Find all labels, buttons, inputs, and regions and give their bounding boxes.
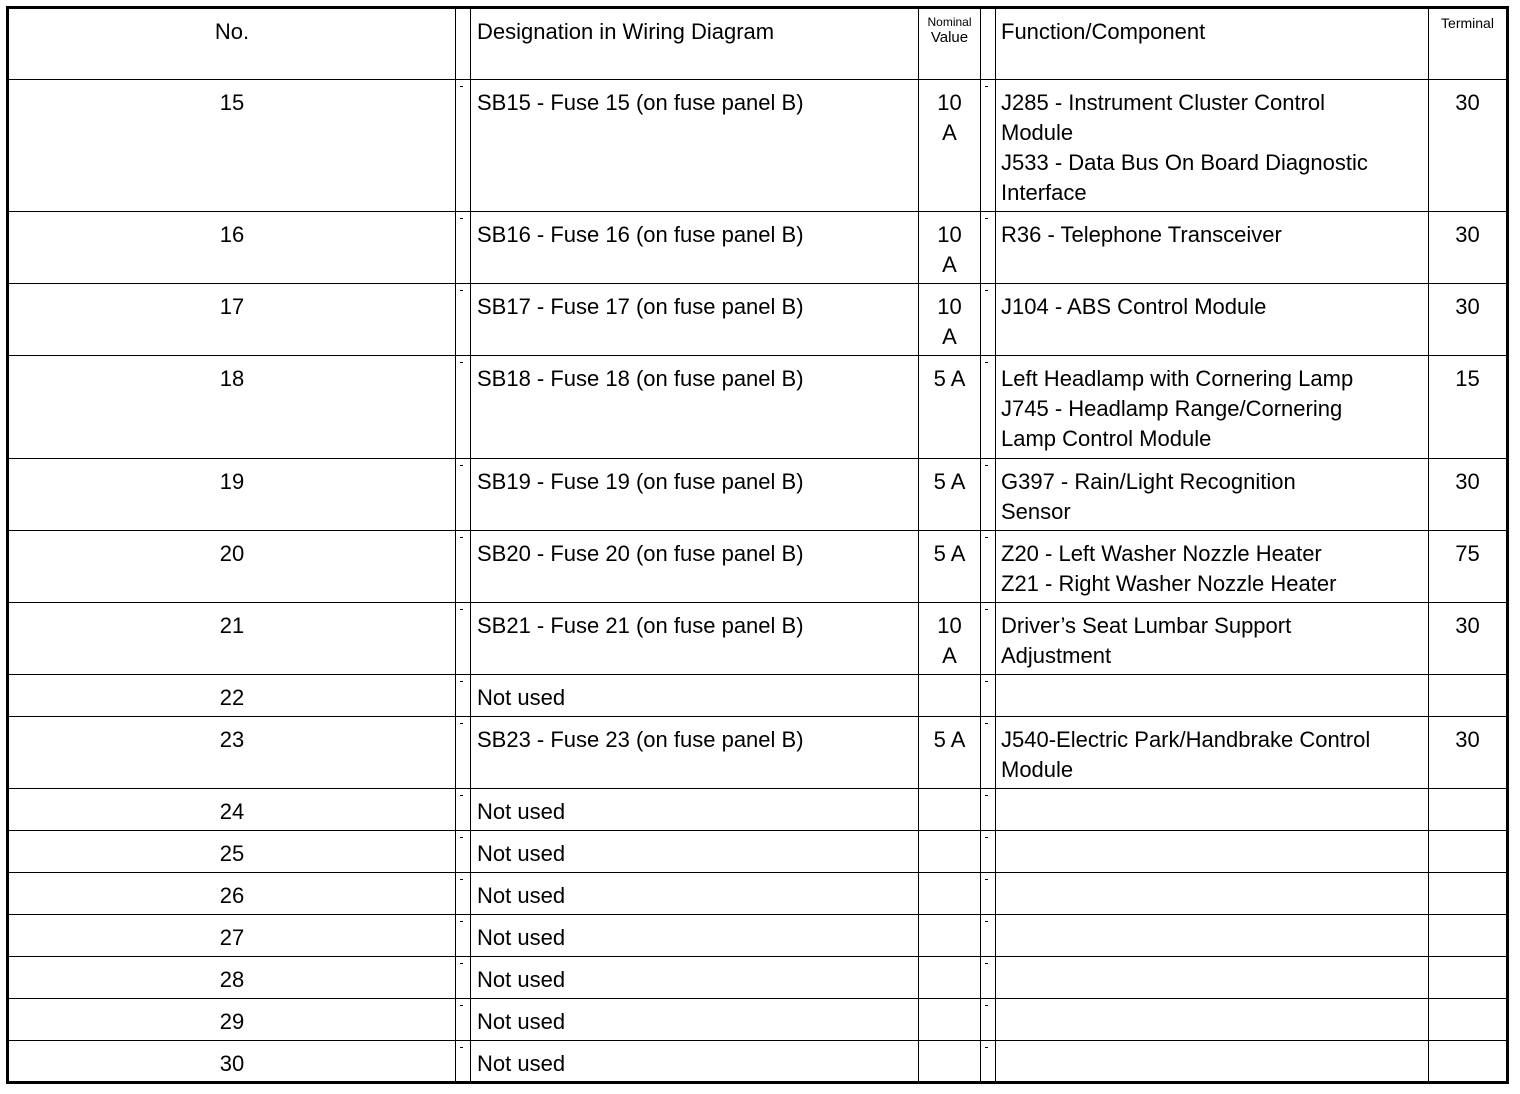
gap-cell	[981, 356, 996, 459]
gap-mark	[460, 609, 463, 610]
designation: SB16 - Fuse 16 (on fuse panel B)	[471, 212, 919, 284]
table-row	[8, 531, 1508, 603]
terminal	[1429, 999, 1508, 1041]
function-component	[996, 356, 1429, 459]
designation: SB20 - Fuse 20 (on fuse panel B)	[471, 531, 919, 603]
nominal-value-line: 5 A	[933, 366, 966, 391]
gap-mark	[460, 921, 463, 922]
gap-cell	[456, 284, 471, 356]
gap-cell	[456, 80, 471, 212]
header-function: Function/Component	[996, 8, 1429, 80]
gap-cell	[456, 1041, 471, 1083]
nominal-value-line: A	[942, 324, 957, 349]
gap-mark	[460, 86, 463, 87]
gap-cell	[981, 1041, 996, 1083]
nominal-value	[919, 717, 981, 789]
fuse-number: 28	[8, 957, 456, 999]
nominal-value	[919, 356, 981, 459]
function-line: J745 - Headlamp Range/Cornering	[1001, 396, 1343, 421]
nominal-value	[919, 957, 981, 999]
nominal-value	[919, 915, 981, 957]
designation: Not used	[471, 1041, 919, 1083]
header-nominal-value	[919, 8, 981, 80]
gap-cell	[456, 957, 471, 999]
nominal-value	[919, 789, 981, 831]
terminal	[1429, 873, 1508, 915]
gap-cell	[981, 831, 996, 873]
table-row	[8, 80, 1508, 212]
designation: Not used	[471, 999, 919, 1041]
nominal-value-line: 5 A	[933, 541, 966, 566]
function-component	[996, 80, 1429, 212]
nominal-value	[919, 284, 981, 356]
function-line: Module	[1001, 120, 1074, 145]
gap-cell	[981, 999, 996, 1041]
designation: SB18 - Fuse 18 (on fuse panel B)	[471, 356, 919, 459]
designation: SB19 - Fuse 19 (on fuse panel B)	[471, 459, 919, 531]
gap-mark	[985, 963, 988, 964]
gap-mark	[460, 1005, 463, 1006]
table-row	[8, 675, 1508, 717]
fuse-number: 29	[8, 999, 456, 1041]
function-component	[996, 675, 1429, 717]
nominal-value	[919, 212, 981, 284]
gap-cell	[981, 212, 996, 284]
gap-cell	[456, 789, 471, 831]
gap-cell	[456, 831, 471, 873]
gap-cell	[981, 957, 996, 999]
nominal-value	[919, 831, 981, 873]
gap-mark	[985, 879, 988, 880]
terminal	[1429, 831, 1508, 873]
terminal: 30	[1429, 212, 1508, 284]
gap-cell	[981, 531, 996, 603]
fuse-number: 21	[8, 603, 456, 675]
table-row	[8, 957, 1508, 999]
gap-mark	[460, 290, 463, 291]
function-component	[996, 831, 1429, 873]
fuse-number: 27	[8, 915, 456, 957]
designation: SB23 - Fuse 23 (on fuse panel B)	[471, 717, 919, 789]
gap-cell	[456, 717, 471, 789]
function-component	[996, 603, 1429, 675]
fuse-number: 18	[8, 356, 456, 459]
function-line: J533 - Data Bus On Board Diagnostic	[1001, 150, 1368, 175]
nominal-value	[919, 531, 981, 603]
gap-cell	[456, 459, 471, 531]
gap-mark	[460, 723, 463, 724]
gap-mark	[460, 218, 463, 219]
gap-cell	[456, 531, 471, 603]
function-component	[996, 212, 1429, 284]
table-row	[8, 459, 1508, 531]
terminal: 15	[1429, 356, 1508, 459]
gap-mark	[460, 465, 463, 466]
header-designation: Designation in Wiring Diagram	[471, 8, 919, 80]
terminal	[1429, 915, 1508, 957]
gap-cell	[456, 675, 471, 717]
gap-cell	[456, 356, 471, 459]
gap-mark	[460, 537, 463, 538]
gap-cell	[981, 675, 996, 717]
gap-cell	[981, 80, 996, 212]
fuse-number: 19	[8, 459, 456, 531]
gap-cell	[456, 212, 471, 284]
fuse-number: 20	[8, 531, 456, 603]
header-nominal-line1: Nominal	[927, 15, 972, 29]
nominal-value	[919, 459, 981, 531]
gap-mark	[985, 795, 988, 796]
nominal-value	[919, 675, 981, 717]
function-line: J285 - Instrument Cluster Control	[1001, 90, 1326, 115]
gap-mark	[460, 963, 463, 964]
nominal-value-line: A	[942, 643, 957, 668]
function-component	[996, 957, 1429, 999]
table-row	[8, 789, 1508, 831]
table-row	[8, 1041, 1508, 1083]
function-line: Left Headlamp with Cornering Lamp	[1001, 366, 1354, 391]
designation: SB17 - Fuse 17 (on fuse panel B)	[471, 284, 919, 356]
designation: Not used	[471, 873, 919, 915]
function-component	[996, 915, 1429, 957]
header-no: No.	[8, 8, 456, 80]
terminal: 30	[1429, 284, 1508, 356]
nominal-value	[919, 999, 981, 1041]
table-row	[8, 873, 1508, 915]
nominal-value-line: 10	[937, 90, 962, 115]
function-line: Lamp Control Module	[1001, 426, 1212, 451]
function-component	[996, 284, 1429, 356]
function-line: Z21 - Right Washer Nozzle Heater	[1001, 571, 1337, 596]
gap-mark	[460, 1047, 463, 1048]
designation: Not used	[471, 957, 919, 999]
terminal: 30	[1429, 603, 1508, 675]
table-row	[8, 915, 1508, 957]
gap-cell	[981, 459, 996, 531]
gap-cell	[981, 717, 996, 789]
gap-cell	[456, 873, 471, 915]
function-component	[996, 717, 1429, 789]
gap-cell	[981, 915, 996, 957]
gap-cell	[981, 603, 996, 675]
designation: Not used	[471, 831, 919, 873]
gap-mark	[460, 879, 463, 880]
gap-mark	[985, 465, 988, 466]
terminal	[1429, 789, 1508, 831]
header-gap	[981, 8, 996, 80]
designation: SB15 - Fuse 15 (on fuse panel B)	[471, 80, 919, 212]
table-row	[8, 999, 1508, 1041]
gap-cell	[456, 999, 471, 1041]
table-row	[8, 831, 1508, 873]
gap-mark	[985, 218, 988, 219]
function-component	[996, 1041, 1429, 1083]
gap-cell	[981, 284, 996, 356]
nominal-value-line: A	[942, 120, 957, 145]
gap-mark	[985, 723, 988, 724]
nominal-value	[919, 603, 981, 675]
gap-mark	[985, 86, 988, 87]
function-component	[996, 459, 1429, 531]
gap-mark	[985, 1047, 988, 1048]
gap-mark	[985, 1005, 988, 1006]
function-line: J104 - ABS Control Module	[1001, 294, 1267, 319]
table-row	[8, 356, 1508, 459]
terminal	[1429, 675, 1508, 717]
fuse-number: 16	[8, 212, 456, 284]
gap-mark	[985, 681, 988, 682]
nominal-value-line: 10	[937, 222, 962, 247]
terminal	[1429, 1041, 1508, 1083]
header-nominal-line2: Value	[930, 29, 969, 46]
function-line: Driver’s Seat Lumbar Support	[1001, 613, 1292, 638]
fuse-number: 26	[8, 873, 456, 915]
nominal-value-line: 10	[937, 613, 962, 638]
function-line: Adjustment	[1001, 643, 1112, 668]
function-component	[996, 531, 1429, 603]
fuse-number: 15	[8, 80, 456, 212]
gap-mark	[985, 537, 988, 538]
gap-mark	[460, 362, 463, 363]
gap-mark	[460, 837, 463, 838]
gap-mark	[460, 795, 463, 796]
fuse-number: 24	[8, 789, 456, 831]
nominal-value	[919, 1041, 981, 1083]
nominal-value	[919, 873, 981, 915]
function-line: R36 - Telephone Transceiver	[1001, 222, 1282, 247]
function-component	[996, 873, 1429, 915]
header-terminal: Terminal	[1429, 8, 1508, 80]
gap-mark	[985, 290, 988, 291]
gap-mark	[985, 609, 988, 610]
designation: Not used	[471, 915, 919, 957]
gap-cell	[456, 603, 471, 675]
terminal: 30	[1429, 80, 1508, 212]
terminal: 30	[1429, 459, 1508, 531]
function-line: J540-Electric Park/Handbrake Control	[1001, 727, 1371, 752]
fuse-table	[6, 6, 1509, 1084]
fuse-number: 17	[8, 284, 456, 356]
function-component	[996, 999, 1429, 1041]
gap-mark	[985, 837, 988, 838]
fuse-number: 22	[8, 675, 456, 717]
table-row	[8, 603, 1508, 675]
fuse-table-body	[8, 80, 1508, 1083]
table-row	[8, 284, 1508, 356]
designation: Not used	[471, 675, 919, 717]
table-row	[8, 212, 1508, 284]
gap-mark	[460, 681, 463, 682]
nominal-value-line: 5 A	[933, 469, 966, 494]
designation: SB21 - Fuse 21 (on fuse panel B)	[471, 603, 919, 675]
function-line: Sensor	[1001, 499, 1071, 524]
terminal: 30	[1429, 717, 1508, 789]
gap-cell	[456, 915, 471, 957]
function-line: Z20 - Left Washer Nozzle Heater	[1001, 541, 1322, 566]
nominal-value-line: 10	[937, 294, 962, 319]
function-component	[996, 789, 1429, 831]
fuse-number: 23	[8, 717, 456, 789]
terminal: 75	[1429, 531, 1508, 603]
gap-mark	[985, 921, 988, 922]
gap-cell	[981, 789, 996, 831]
designation: Not used	[471, 789, 919, 831]
nominal-value-line: A	[942, 252, 957, 277]
nominal-value-line: 5 A	[933, 727, 966, 752]
nominal-value	[919, 80, 981, 212]
fuse-number: 30	[8, 1041, 456, 1083]
header-gap	[456, 8, 471, 80]
header-row	[8, 8, 1508, 80]
function-line: Module	[1001, 757, 1074, 782]
gap-cell	[981, 873, 996, 915]
function-line: Interface	[1001, 180, 1087, 205]
function-line: G397 - Rain/Light Recognition	[1001, 469, 1296, 494]
gap-mark	[985, 362, 988, 363]
fuse-number: 25	[8, 831, 456, 873]
table-row	[8, 717, 1508, 789]
terminal	[1429, 957, 1508, 999]
